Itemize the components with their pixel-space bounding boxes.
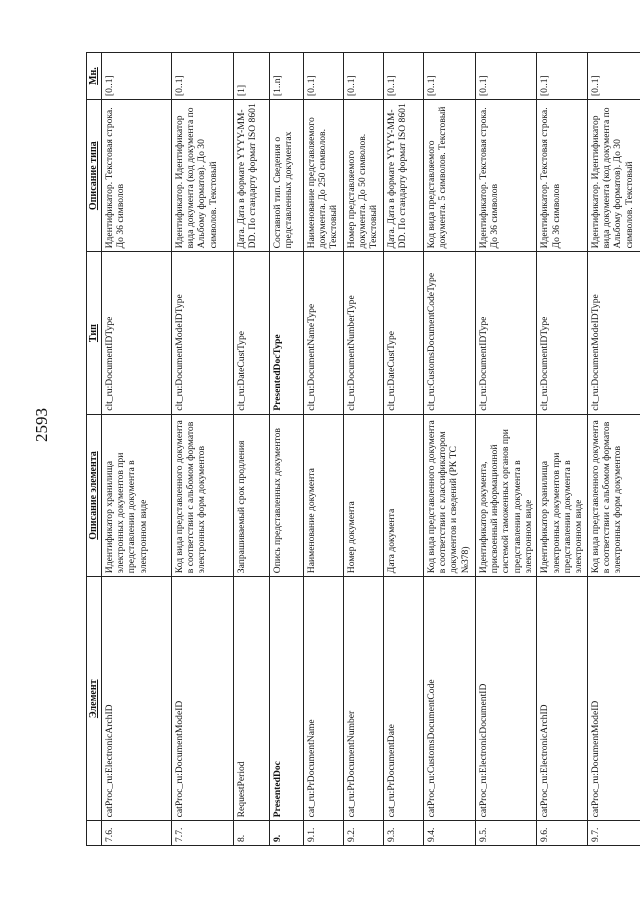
type-name: clt_ru:DocumentIDType [537,252,587,414]
table-row [587,53,640,846]
type-description: Идентификатор. Идентификатор вида документа (код документа по Альбому форматов). До 30 символов. Текстовый [171,100,233,252]
element-name: catProc_ru:ElectronicDocumentID [475,577,537,821]
element-name: catProc_ru:DocumentModeID [171,577,233,821]
table-row [537,53,587,846]
multiplicity: [0..1] [101,53,171,100]
type-name: clt_ru:DocumentModeIDType [587,252,640,414]
element-name: catProc_ru:ElectronicArchID [537,577,587,821]
type-description: Наименование представляемого документа. До 250 символов. Текстовый [303,100,343,252]
header-num [87,821,102,846]
element-description: Код вида представленного документа в соответствии с альбомом форматов электронных форм документов [171,414,233,576]
element-name: PresentedDoc [269,577,303,821]
type-description: Код вида представляемого документа. 5 символов. Текстовый [423,100,475,252]
type-name: clt_ru:DocumentNameType [303,252,343,414]
type-description: Идентификатор. Идентификатор вида документа (код документа по Альбому форматов). До 30 символов. Текстовый [587,100,640,252]
table-row [101,53,171,846]
multiplicity: [0..1] [423,53,475,100]
type-name: PresentedDocType [269,252,303,414]
header-element: Элемент [87,577,102,821]
row-number: 9.4. [423,821,475,846]
multiplicity: [0..1] [171,53,233,100]
row-number: 9.6. [537,821,587,846]
element-name: catProc_ru:CustomsDocumentCode [423,577,475,821]
multiplicity: [0..1] [475,53,537,100]
element-description: Код вида представленного документа в соответствии с альбомом форматов электронных форм документов [587,414,640,576]
elements-table [86,52,640,846]
row-number: 7.7. [171,821,233,846]
row-number: 9. [269,821,303,846]
row-number: 9.5. [475,821,537,846]
table-row [383,53,423,846]
table-row [233,53,269,846]
row-number: 9.7. [587,821,640,846]
header-multiplicity: Мн. [87,53,102,100]
multiplicity: [0..1] [383,53,423,100]
table-row [475,53,537,846]
table-row [343,53,383,846]
table-row [171,53,233,846]
element-description: Дата документа [383,414,423,576]
element-name: cat_ru:PrDocumentNumber [343,577,383,821]
row-number: 7.6. [101,821,171,846]
table-row [423,53,475,846]
type-name: clt_ru:DocumentIDType [475,252,537,414]
type-name: clt_ru:DocumentIDType [101,252,171,414]
row-number: 9.2. [343,821,383,846]
type-name: clt_ru:DateCustType [383,252,423,414]
element-name: catProc_ru:DocumentModeID [587,577,640,821]
type-description: Идентификатор. Текстовая строка. До 36 символов [537,100,587,252]
row-number: 9.1. [303,821,343,846]
table-row [303,53,343,846]
multiplicity: [0..1] [587,53,640,100]
element-name: RequestPeriod [233,577,269,821]
type-description: Идентификатор. Текстовая строка. До 36 символов [475,100,537,252]
element-description: Идентификатор документа, присвоенный информационной системой таможенных органов при представлении документа в электронном виде [475,414,537,576]
multiplicity: [1..n] [269,53,303,100]
element-description: Идентификатор хранилища электронных документов при представлении документа в электронном виде [537,414,587,576]
row-number: 9.3. [383,821,423,846]
table-row [269,53,303,846]
element-description: Код вида представленного документа в соответствии с классификатором документов и сведений (РК ТС №378) [423,414,475,576]
element-description: Опись представленных документов [269,414,303,576]
type-description: Номер представляемого документа. До 50 символов. Текстовый [343,100,383,252]
type-description: Дата. Дата в формате YYYY-MM-DD. По стандарту формат ISO 8601 [233,100,269,252]
type-description: Составной тип. Сведения о представленных документах [269,100,303,252]
header-element-description: Описание элемента [87,414,102,576]
element-description: Идентификатор хранилища электронных документов при представлении документа в электронном виде [101,414,171,576]
element-name: cat_ru:PrDocumentDate [383,577,423,821]
page-number: 2593 [32,408,51,442]
table-header-row [87,53,102,846]
type-name: clt_ru:DocumentNumberType [343,252,383,414]
element-description: Наименование документа [303,414,343,576]
type-description: Идентификатор. Текстовая строка. До 36 символов [101,100,171,252]
type-description: Дата. Дата в формате YYYY-MM-DD. По стандарту формат ISO 8601 [383,100,423,252]
element-name: catProc_ru:ElectronicArchID [101,577,171,821]
type-name: clt_ru:DocumentModeIDType [171,252,233,414]
multiplicity: [0..1] [303,53,343,100]
row-number: 8. [233,821,269,846]
multiplicity: [0..1] [537,53,587,100]
header-type: Тип [87,252,102,414]
type-name: clt_ru:DateCustType [233,252,269,414]
multiplicity: [0..1] [343,53,383,100]
rotated-table-container [86,52,635,846]
element-description: Запрашиваемый срок продления [233,414,269,576]
element-description: Номер документа [343,414,383,576]
header-type-description: Описание типа [87,100,102,252]
element-name: cat_ru:PrDocumentName [303,577,343,821]
multiplicity: [1] [233,53,269,100]
type-name: clt_ru:CustomsDocumentCodeType [423,252,475,414]
